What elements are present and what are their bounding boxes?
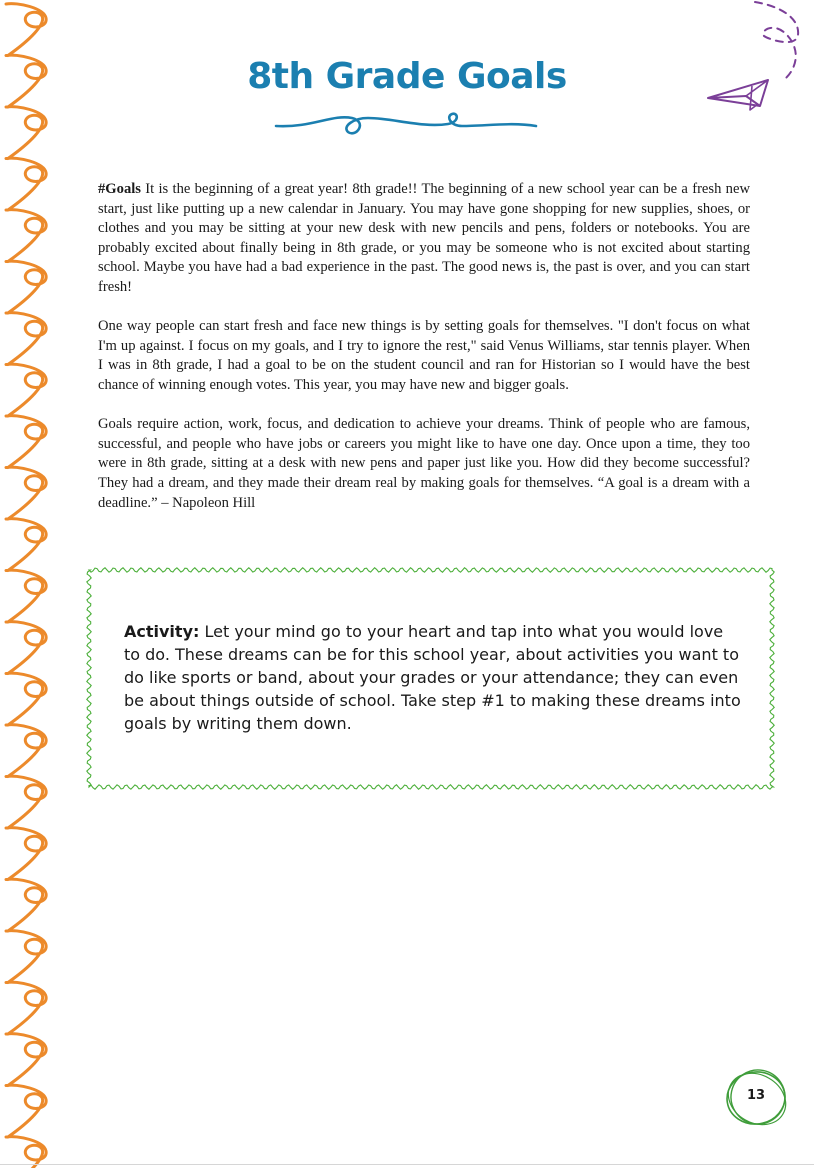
goals-hashtag: #Goals bbox=[98, 181, 141, 197]
activity-label: Activity: bbox=[124, 622, 200, 641]
paragraph-text: One way people can start fresh and face new things is by setting goals for themselves. "I don't focus on what I'm up against. I focus on my goals, and I try to ignore the rest," said Venus Williams, star tennis player. When I was in 8th grade, I had a goal to be on the student council and ran for Historian so I would have the best chance of winning enough votes. This year, you may have new and bigger goals. bbox=[98, 318, 750, 393]
spiral-binding-icon bbox=[0, 0, 60, 1168]
page-number: 13 bbox=[746, 1088, 766, 1103]
paragraph-intro bbox=[98, 180, 750, 298]
page-title: 8th Grade Goals bbox=[247, 56, 567, 97]
paragraph-fresh-start bbox=[98, 317, 750, 395]
paragraph-text: It is the beginning of a great year! 8th grade!! The beginning of a new school year can be a fresh new start, just like putting up a new calendar in January. You may have gone shopping for new supplies, shoes, or clothes and you may be sitting at your new desk with new pencils and pens, folders or notebooks. You are probably excited about finally being in 8th grade, or you may be someone who is not excited about starting school. Maybe you have had a bad experience in the past. The good news is, the past is over, and you can start fresh! bbox=[98, 181, 750, 295]
activity-box bbox=[124, 620, 744, 735]
paragraph-text: Goals require action, work, focus, and dedication to achieve your dreams. Think of people who are famous, successful, and people who have jobs or careers you might like to have one day. Once upon a time, they too were in 8th grade, sitting at a desk with new pens and paper just like you. How did they become successful? They had a dream, and they made their dream real by making goals for themselves. “A goal is a dream with a deadline.” – Napoleon Hill bbox=[98, 416, 750, 511]
activity-text: Let your mind go to your heart and tap into what you would love to do. These dreams can be for this school year, about activities you want to do like sports or band, about your grades or your attendance; they can even be about things outside of school. Take step #1 to making these dreams into goals by writing them down. bbox=[124, 622, 741, 733]
squiggle-underline-icon bbox=[272, 108, 542, 140]
body-text bbox=[98, 180, 750, 533]
page-bottom-rule bbox=[0, 1164, 814, 1165]
paragraph-dreams bbox=[98, 415, 750, 513]
